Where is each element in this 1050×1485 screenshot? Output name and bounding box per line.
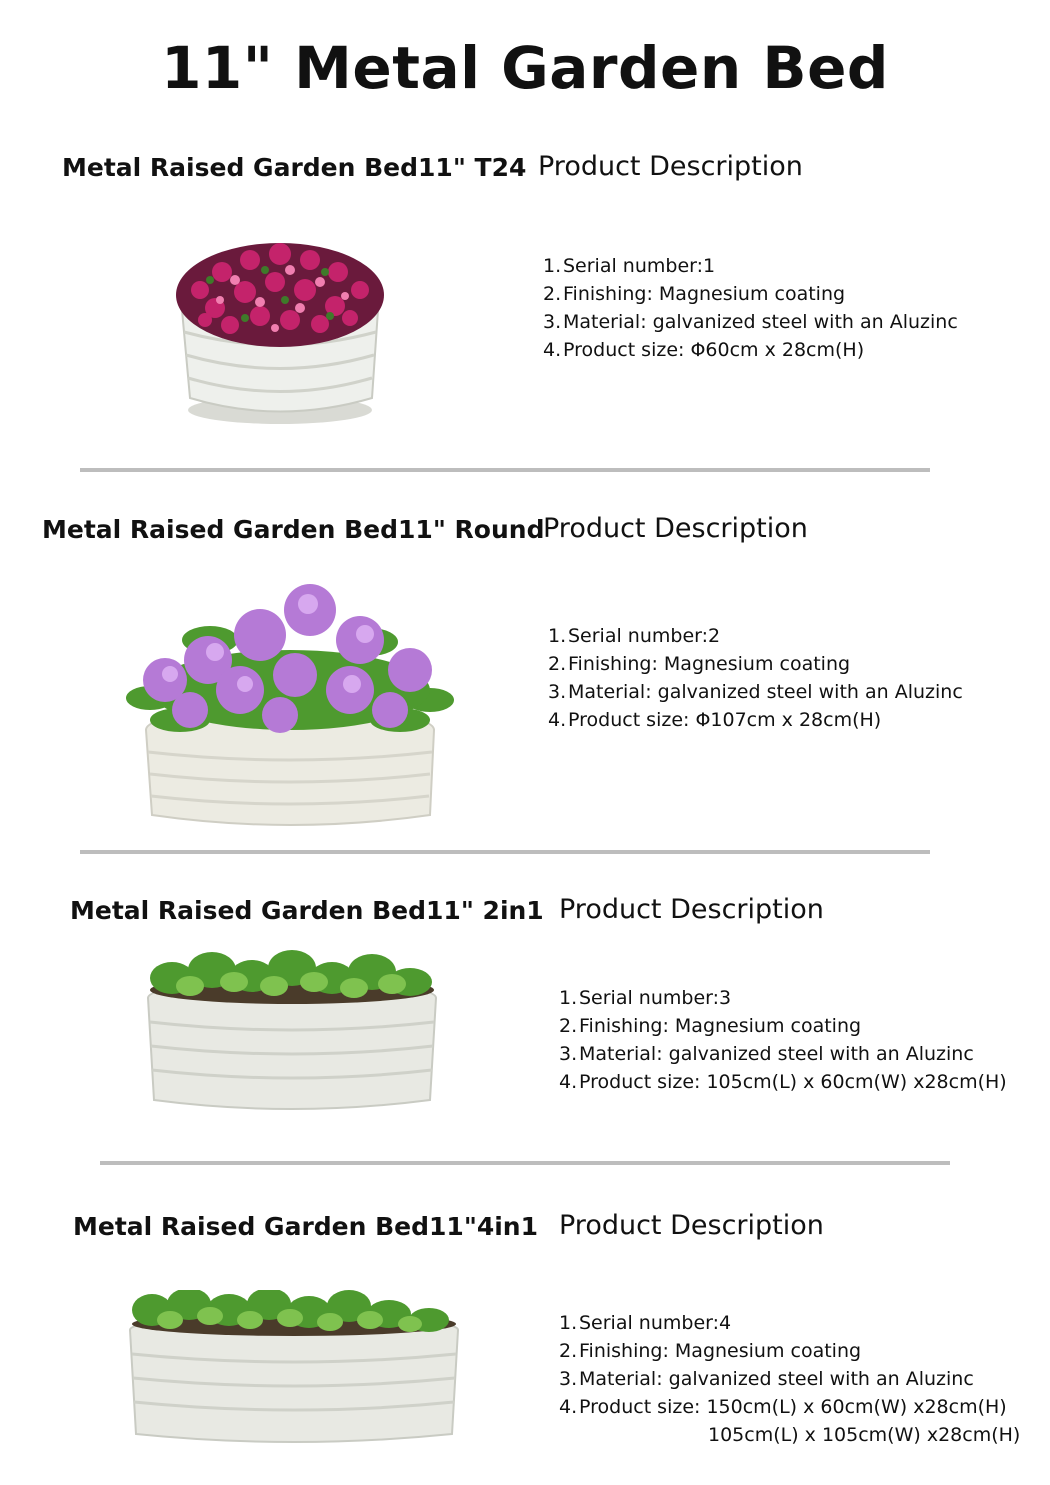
spec-list (559, 1309, 1020, 1449)
spec-item: 4.Product size: 150cm(L) x 60cm(W) x28cm(H) (559, 1396, 1007, 1418)
spec-item: 3.Material: galvanized steel with an Aluzinc (559, 1043, 974, 1065)
section-divider (100, 1161, 950, 1165)
spec-list (543, 252, 958, 364)
spec-item: 2.Finishing: Magnesium coating (559, 1015, 862, 1037)
product-name: Metal Raised Garden Bed11" T24 (62, 153, 527, 182)
product-image-long-bed-4in1 (124, 1290, 464, 1450)
spec-item: 1.Serial number:2 (548, 625, 721, 647)
spec-item-continuation: 105cm(L) x 105cm(W) x28cm(H) (708, 1424, 1021, 1446)
product-image-round-bed-hydrangea (120, 580, 460, 830)
description-heading: Product Description (559, 1210, 824, 1241)
spec-list (559, 984, 1007, 1096)
spec-item: 2.Finishing: Magnesium coating (543, 283, 846, 305)
spec-list (548, 622, 963, 734)
description-heading: Product Description (538, 151, 803, 182)
description-heading: Product Description (543, 513, 808, 544)
product-name: Metal Raised Garden Bed11"4in1 (73, 1212, 539, 1241)
section-divider (80, 468, 930, 472)
spec-item: 3.Material: galvanized steel with an Aluzinc (548, 681, 963, 703)
spec-item: 1.Serial number:1 (543, 255, 716, 277)
spec-item: 1.Serial number:4 (559, 1312, 732, 1334)
spec-item: 2.Finishing: Magnesium coating (559, 1340, 862, 1362)
product-image-oval-bed-2in1 (142, 948, 442, 1118)
spec-item: 3.Material: galvanized steel with an Aluzinc (559, 1368, 974, 1390)
spec-item: 4.Product size: Φ107cm x 28cm(H) (548, 709, 882, 731)
spec-item: 2.Finishing: Magnesium coating (548, 653, 851, 675)
product-name: Metal Raised Garden Bed11" 2in1 (70, 896, 544, 925)
section-divider (80, 850, 930, 854)
page-title: 11" Metal Garden Bed (161, 34, 889, 102)
product-image-round-bed-pink-flowers (160, 220, 400, 430)
description-heading: Product Description (559, 894, 824, 925)
spec-item: 4.Product size: Φ60cm x 28cm(H) (543, 339, 865, 361)
spec-item: 4.Product size: 105cm(L) x 60cm(W) x28cm(H) (559, 1071, 1007, 1093)
spec-item: 3.Material: galvanized steel with an Aluzinc (543, 311, 958, 333)
product-name: Metal Raised Garden Bed11" Round (42, 515, 545, 544)
spec-item: 1.Serial number:3 (559, 987, 732, 1009)
